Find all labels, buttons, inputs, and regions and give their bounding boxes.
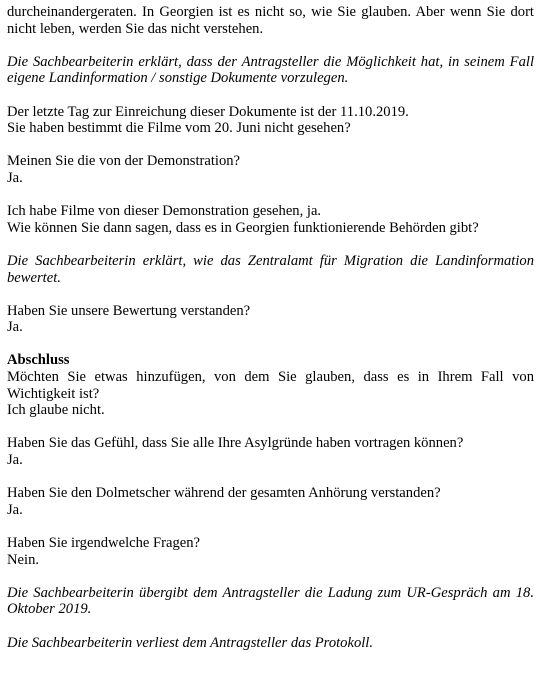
paragraph-films — [7, 203, 534, 236]
note-summons — [7, 585, 534, 618]
text-line: Sie haben bestimmt die Filme vom 20. Juni nicht gesehen? — [7, 120, 351, 137]
paragraph-demonstration — [7, 153, 534, 186]
note-protocol-reading — [7, 635, 534, 652]
section-heading: Abschluss — [7, 352, 70, 369]
text-line: bewertet. — [7, 269, 61, 286]
text-line: Meinen Sie die von der Demonstration? — [7, 153, 241, 170]
text-line: Die Sachbearbeiterin verliest dem Antragsteller das Protokoll. — [7, 634, 373, 651]
text-line: Die Sachbearbeiterin übergibt dem Antragsteller die Ladung zum UR-Gespräch am 18. — [7, 584, 534, 601]
text-line: Wichtigkeit ist? — [7, 385, 100, 402]
paragraph-understood-assessment — [7, 303, 534, 336]
text-line: Ja. — [7, 169, 23, 186]
text-line: Oktober 2019. — [7, 601, 92, 618]
text-line: Haben Sie unsere Bewertung verstanden? — [7, 302, 251, 319]
text-line: Möchten Sie etwas hinzufügen, von dem Sie glauben, dass es in Ihrem Fall von — [7, 369, 534, 386]
text-line: Wie können Sie dann sagen, dass es in Georgien funktionierende Behörden gibt? — [7, 219, 479, 236]
text-line: nicht leben, werden Sie das nicht verstehen. — [7, 20, 264, 37]
text-line: Die Sachbearbeiterin erklärt, wie das Zentralamt für Migration die Landinformation — [7, 252, 534, 269]
paragraph-asylum-reasons — [7, 435, 534, 468]
text-line: Ja. — [7, 501, 23, 518]
text-line: Haben Sie das Gefühl, dass Sie alle Ihre Asylgründe haben vortragen können? — [7, 435, 464, 452]
paragraph-questions — [7, 535, 534, 568]
text-line: Ja. — [7, 319, 23, 336]
note-assessment — [7, 253, 534, 286]
text-line: Nein. — [7, 551, 40, 568]
text-line: Haben Sie irgendwelche Fragen? — [7, 535, 201, 551]
paragraph-interpreter — [7, 485, 534, 518]
text-line: Ich glaube nicht. — [7, 402, 105, 419]
text-line: Die Sachbearbeiterin erklärt, dass der Antragsteller die Möglichkeit hat, in seinem Fall — [7, 53, 534, 70]
paragraph-deadline — [7, 104, 534, 137]
section-closing — [7, 352, 534, 418]
text-line: Ich habe Filme von dieser Demonstration gesehen, ja. — [7, 203, 322, 220]
text-line: Haben Sie den Dolmetscher während der gesamten Anhörung verstanden? — [7, 485, 441, 502]
text-line: durcheinandergeraten. In Georgien ist es nicht so, wie Sie glauben. Aber wenn Sie dort — [7, 4, 534, 20]
text-line: Ja. — [7, 452, 23, 469]
text-line: eigene Landinformation / sonstige Dokumente vorzulegen. — [7, 70, 349, 87]
note-country-information — [7, 54, 534, 87]
paragraph-georgia-reply — [7, 4, 534, 37]
text-line: Der letzte Tag zur Einreichung dieser Dokumente ist der 11.10.2019. — [7, 103, 409, 120]
